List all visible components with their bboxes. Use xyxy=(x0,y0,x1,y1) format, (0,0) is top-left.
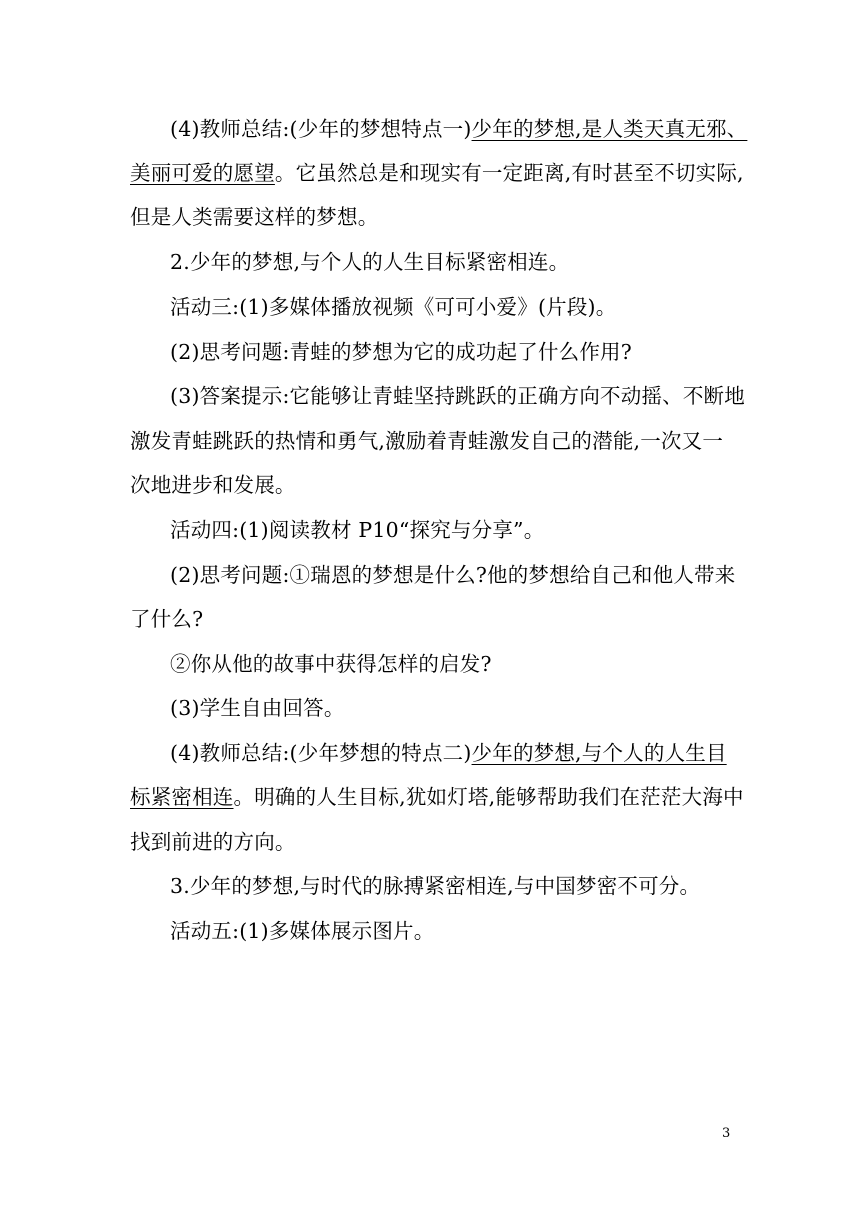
text-segment: (4)教师总结:(少年梦想的特点二) xyxy=(170,741,472,765)
text-line xyxy=(130,471,296,499)
text-segment: 活动五:(1)多媒体展示图片。 xyxy=(170,919,435,943)
text-line xyxy=(130,427,723,455)
text-segment: 活动四:(1)阅读教材 P10“探究与分享”。 xyxy=(170,518,545,542)
underlined-text: 美丽可爱的愿望 xyxy=(130,161,275,185)
text-line xyxy=(170,872,700,900)
text-line xyxy=(170,917,434,945)
text-segment: (4)教师总结:(少年的梦想特点一) xyxy=(170,117,472,141)
text-line xyxy=(170,650,492,678)
text-line xyxy=(170,561,735,589)
text-segment: (2)思考问题:①瑞恩的梦想是什么?他的梦想给自己和他人带来 xyxy=(170,563,736,587)
underlined-text: 少年的梦想,是人类天真无邪、 xyxy=(471,117,748,141)
text-segment: (3)学生自由回答。 xyxy=(170,696,345,720)
text-segment: 了什么? xyxy=(130,607,204,631)
text-segment: 。它虽然总是和现实有一定距离,有时甚至不切实际, xyxy=(274,161,744,185)
text-line xyxy=(170,293,616,321)
text-segment: 2.少年的梦想,与个人的人生目标紧密相连。 xyxy=(170,250,570,274)
page-number: 3 xyxy=(722,1126,731,1141)
text-segment: (2)思考问题:青蛙的梦想为它的成功起了什么作用? xyxy=(170,340,632,364)
text-line xyxy=(130,203,378,231)
text-line xyxy=(170,382,745,410)
underlined-text: 少年的梦想,与个人的人生目 xyxy=(471,741,727,765)
text-line xyxy=(130,159,744,187)
text-line xyxy=(170,115,747,143)
text-segment: 找到前进的方向。 xyxy=(130,830,296,854)
text-line xyxy=(130,828,296,856)
text-line xyxy=(170,516,544,544)
text-line xyxy=(170,739,727,767)
text-segment: 次地进步和发展。 xyxy=(130,473,296,497)
text-segment: 但是人类需要这样的梦想。 xyxy=(130,205,379,229)
text-line xyxy=(130,783,744,811)
underlined-text: 标紧密相连 xyxy=(130,785,234,809)
text-segment: (3)答案提示:它能够让青蛙坚持跳跃的正确方向不动摇、不断地 xyxy=(170,384,745,408)
text-segment: 活动三:(1)多媒体播放视频《可可小爱》(片段)。 xyxy=(170,295,617,319)
text-line xyxy=(130,605,203,633)
text-segment: 激发青蛙跳跃的热情和勇气,激励着青蛙激发自己的潜能,一次又一 xyxy=(130,429,724,453)
text-line xyxy=(170,248,569,276)
text-segment: 。明确的人生目标,犹如灯塔,能够帮助我们在茫茫大海中 xyxy=(233,785,744,809)
text-segment: ②你从他的故事中获得怎样的启发? xyxy=(170,652,492,676)
text-line xyxy=(170,694,345,722)
text-line xyxy=(170,338,632,366)
text-segment: 3.少年的梦想,与时代的脉搏紧密相连,与中国梦密不可分。 xyxy=(170,874,701,898)
